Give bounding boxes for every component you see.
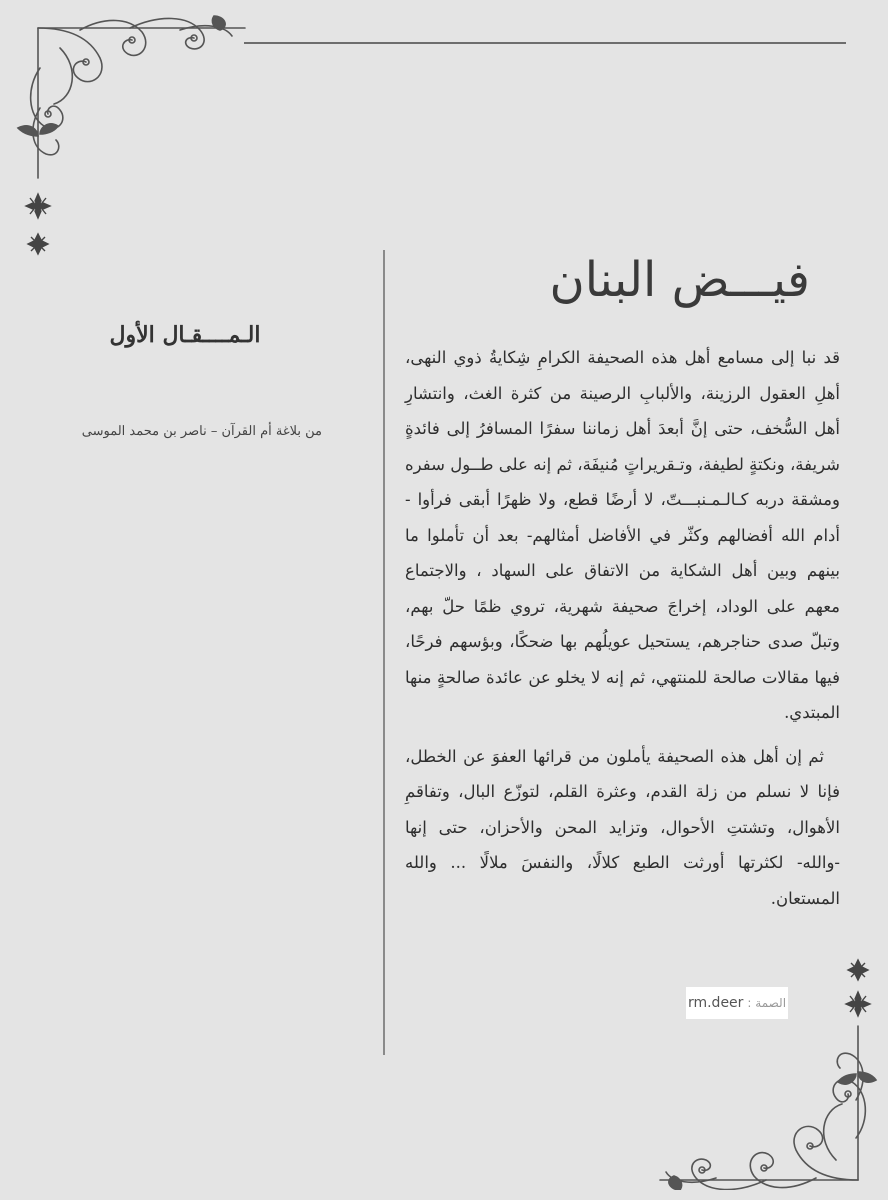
- column-divider: [383, 250, 385, 1055]
- article-paragraph: ثم إن أهل هذه الصحيفة يأملون من قرائها العفوَ عن الخطل، فإنا لا نسلم من زلة القدم، وعثرة القلم، لتوزّع البال، وتفاقمِ الأهوال، وتشتتِ الأحوال، وتزايد المحن والأحزان، حتى إنها -والله- لكثرتها أورثت الطبع كلالًا، والنفسَ ملالًا ... والله المستعان.: [405, 746, 840, 908]
- article-body: [405, 340, 840, 924]
- article-label: الـمــــقـال الأول: [109, 322, 261, 348]
- stamp-label: الصمة :: [747, 996, 787, 1010]
- rosette-icon: [848, 960, 868, 980]
- rosette-icon: [26, 194, 50, 218]
- stamp-handle: rm.deer: [687, 995, 744, 1011]
- article-paragraph: قد نبا إلى مسامع أهل هذه الصحيفة الكرامِ شِكايةُ ذوي النهى، أهلِ العقول الرزينة، والألبابِ الرصينة من كثرة الغث، وانتشارِ أهل السُّخف، حتى إنَّ أبعدَ أهل زماننا سفرًا المسافرُ إلى فائدةٍ شريفة، ونكتةٍ لطيفة، وتـقريراتٍ مُنيفَة، ثم إنه على طــول سفره ومشقة دربه كـالـمـنبـــتّ، لا أرضًا قطع، ولا ظهرًا أبقى فرأوا - أدام الله أفضالهم وكثّر في الأفاضل أمثالهم- بعد أن تأملوا ما بينهم وبين أهل الشكاية من الاتفاق على السهاد ، والاجتماع معهم على الوداد، إخراجَ صحيفة شهرية، تروي ظمًا حلّ بهم، وتبلّ صدى حناجرهم، يستحيل عويلُهم بها ضحكًا، وبؤسهم فرحًا، فيها مقالات صالحة للمنتهي، ثم إنه لا يخلو عن عائدة صالحةٍ منها المبتدي.: [405, 348, 840, 722]
- watermark-stamp: [686, 987, 788, 1019]
- rosette-icon: [846, 992, 870, 1016]
- rosette-icon: [28, 234, 48, 254]
- page-title: فيـــض البنان: [549, 252, 810, 308]
- corner-ornament-top-left: [10, 8, 260, 288]
- top-rule: [244, 42, 846, 44]
- corner-ornament-bottom-right: [650, 948, 880, 1190]
- source-attribution: من بلاغة أم القرآن – ناصر بن محمد الموسى: [81, 424, 322, 439]
